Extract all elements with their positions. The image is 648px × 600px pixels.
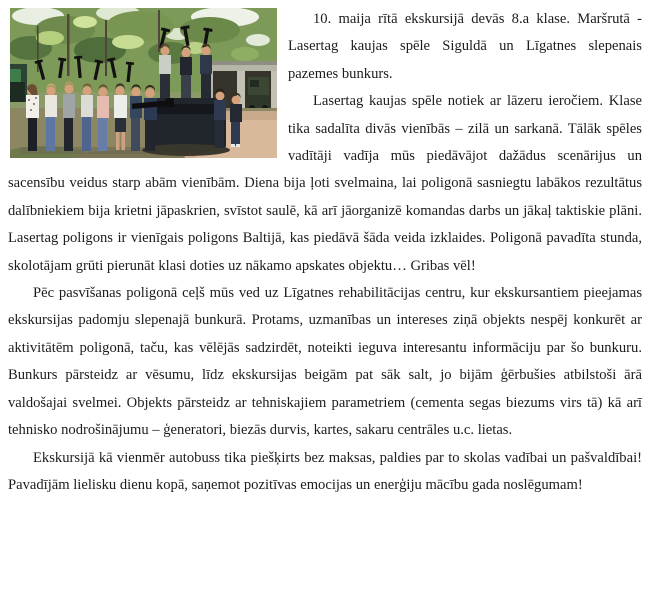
class-photo (10, 8, 277, 158)
class-photo-illustration (10, 8, 277, 158)
photo-left-fence (10, 64, 27, 102)
article-paragraph-1: 10. maija rītā ekskursijā devās 8.a klase. Maršrutā - Lasertag kaujas spēle Siguldā un Līgatnes slepenais pazemes bunkurs. (288, 11, 642, 82)
article-paragraph-2: Lasertag kaujas spēle notiek ar lāzeru ieročiem. Klase tika sadalīta divās vienībās – zilā un sarkanā. Tālāk spēles vadītāji vadīja mūs piedāvājot dažādus scenārijus un sacensību veidus starp abām vienībām. Diena bija ļoti svelmaina, lai poligonā sasniegtu labākos rezultātus dalībniekiem bija krietni jāpaskrien, svīstot saulē, kā arī jāorganizē komandas darbs un jākaļ taktiskie plāni. Lasertag poligons ir vienīgais poligons Baltijā, kas piedāvā šāda veida izklaides. Poligonā pavadīta stunda, skolotājam grūti pierunāt klasi doties uz nākamo apskates objektu… Gribas vēl! (8, 93, 642, 274)
article-paragraph-3: Pēc pasvīšanas poligonā ceļš mūs ved uz Līgatnes rehabilitācijas centru, kur ekskursantiem pieejamas ekskursijas padomju slepenajā bunkurā. Protams, uzmanības un intereses ziņā objekts nespēj konkurēt ar aktivitātēm poligonā, taču, kas vēlējās sadzirdēt, noteikti ieguva interesantu informāciju par šo bunkuru. Bunkurs pārsteidz ar vēsumu, līdz ekskursijas beigām pat sāk salt, jo bijām ģērbušies atbilstoši ārā valdošajai svelmei. Objekts pārsteidz ar tehniskajiem parametriem (cementa segas biezums virs tā) kā arī tehnisko nodrošinājumu – ģeneratori, biezās durvis, kartes, sakaru centrāles u.c. lietas. (8, 285, 642, 439)
article-body (8, 6, 642, 499)
article-paragraph-4: Ekskursijā kā vienmēr autobuss tika piešķirts bez maksas, paldies par to skolas vadībai un pašvaldībai! Pavadījām lielisku dienu kopā, saņemot pozitīvas emocijas un enerģiju mācību gada noslēgumam! (8, 449, 642, 493)
photo-students-elevated (159, 44, 212, 99)
photo-truck (248, 77, 269, 111)
